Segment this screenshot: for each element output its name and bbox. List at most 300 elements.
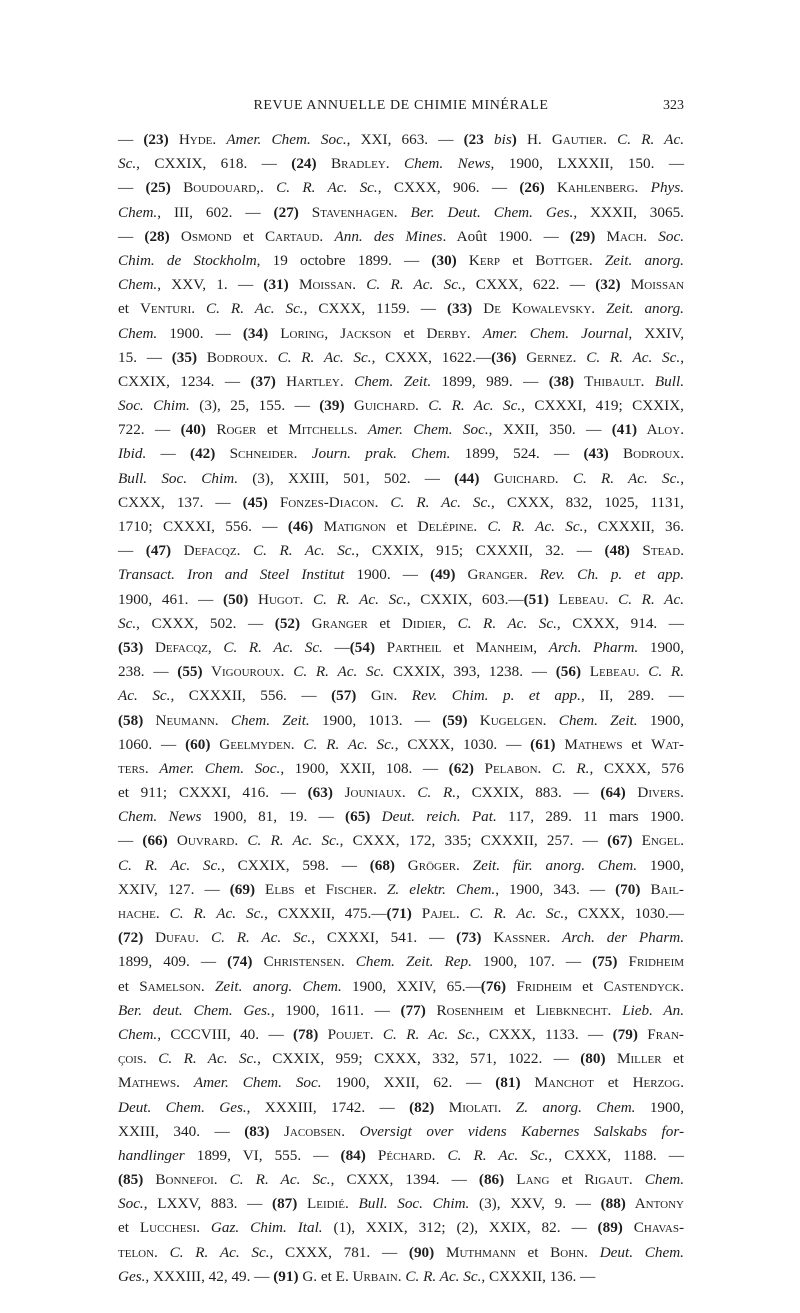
text-run: Poujet. xyxy=(318,1025,383,1043)
text-run: Leidié. xyxy=(297,1195,359,1213)
text-run: , XXXII, 3065. xyxy=(573,203,684,221)
reference-number: (67) xyxy=(607,832,633,850)
text-run: C. R. Ac. Sc. xyxy=(447,1146,549,1164)
text-run: C. R. Ac. Sc. xyxy=(252,542,356,560)
text-run: çois. xyxy=(118,1050,159,1068)
text-line xyxy=(118,1047,684,1071)
text-run: Granger xyxy=(300,614,368,632)
text-run: Miolati. xyxy=(434,1098,516,1116)
text-run: — xyxy=(118,832,143,850)
text-run: C. R. Ac. Sc. xyxy=(158,1050,258,1068)
text-run: Mach. xyxy=(595,227,659,245)
text-run: Chim. de Stockholm xyxy=(118,251,257,269)
text-run: Ouvrard. xyxy=(167,832,248,850)
reference-number: (77) xyxy=(400,1001,426,1019)
text-run: C. R. Ac. Sc. xyxy=(303,735,395,753)
text-line xyxy=(118,563,684,587)
reference-number: (68) xyxy=(369,856,395,874)
text-run: Jacobsen. xyxy=(269,1122,360,1140)
text-run: Bottger. xyxy=(535,251,605,269)
text-line xyxy=(118,249,684,273)
text-run: Gröger. xyxy=(395,856,473,874)
text-run: Bodroux. xyxy=(197,348,278,366)
reference-number: (34) xyxy=(242,324,269,342)
text-run: (3), XXV, 9. — xyxy=(469,1195,601,1213)
text-line xyxy=(118,515,684,539)
reference-number: (28) xyxy=(144,227,170,245)
reference-number: (81) xyxy=(495,1074,521,1092)
text-run: , 1900, LXXXII, 150. — xyxy=(490,155,685,173)
text-run: Bohn. xyxy=(550,1243,600,1261)
reference-number: (52) xyxy=(274,614,301,632)
text-run: , CXXX, 914. — xyxy=(556,614,684,632)
text-line xyxy=(118,733,684,757)
text-run: Urbain. xyxy=(352,1267,406,1285)
text-line xyxy=(118,975,684,999)
text-run: Bull. xyxy=(654,372,684,390)
text-run: Transact. Iron and Steel Institut xyxy=(118,566,345,584)
text-run: Ac. Sc. xyxy=(118,687,171,705)
text-run: C. R. Ac. Sc. xyxy=(366,276,462,294)
reference-number: (90) xyxy=(408,1243,435,1261)
text-run: Stavenhagen. xyxy=(298,203,411,221)
text-run: 1900, 107. — xyxy=(471,953,593,971)
text-run: De Kowalevsky. xyxy=(472,300,607,318)
text-line xyxy=(118,999,684,1023)
text-run: Sc. xyxy=(118,155,137,173)
text-run: Soc. Chim. xyxy=(118,397,190,415)
text-run: , CXXX, 1159. — xyxy=(303,300,447,318)
text-run: , XXXIII, 1742. — xyxy=(246,1098,410,1116)
reference-number: (47) xyxy=(145,542,172,560)
reference-number: (48) xyxy=(604,542,630,560)
text-run: ters. xyxy=(118,759,160,777)
text-run: , CXXXII, 475.— xyxy=(264,905,387,922)
reference-number: (27) xyxy=(273,203,299,221)
text-run: , XXII, 350. — xyxy=(488,421,612,439)
text-run: Lebeau. xyxy=(548,590,619,608)
text-run: 1900, 461. — xyxy=(118,590,224,608)
text-run: Journ. prak. Chem. xyxy=(311,445,451,463)
running-title: REVUE ANNUELLE DE CHIMIE MINÉRALE xyxy=(253,98,549,113)
text-line xyxy=(118,322,684,346)
text-run: et xyxy=(500,251,536,269)
text-run: 238. — xyxy=(118,663,178,681)
text-run: , CXXIX, 959; CXXX, 332, 571, 1022. — xyxy=(257,1050,581,1068)
text-line xyxy=(118,926,684,950)
text-run: , CXXXI, 541. — xyxy=(311,929,457,947)
text-run: Elbs xyxy=(255,880,295,898)
text-run: C. R. Ac. Sc. xyxy=(277,348,372,366)
text-run: C. R. Ac. Sc. xyxy=(572,469,681,487)
text-run: Rigaut. xyxy=(584,1171,645,1189)
reference-number: (53) xyxy=(118,638,144,656)
text-run: Zeit. anorg. xyxy=(604,251,684,269)
reference-number: (30) xyxy=(431,251,457,269)
text-run: C. R. Ac. Sc. xyxy=(229,1171,331,1189)
text-run: Gin. xyxy=(356,687,412,705)
text-run: Chem. Zeit. xyxy=(354,372,432,390)
text-run: Zeit. für. anorg. Chem. xyxy=(472,856,638,874)
text-run: Oversigt over videns Kabernes Salskabs for- xyxy=(359,1122,685,1140)
text-run: Rev. Chim. p. et app. xyxy=(411,687,581,705)
text-line xyxy=(118,467,684,491)
text-line xyxy=(118,176,684,200)
text-run: Ges. xyxy=(118,1267,146,1285)
text-run: Lebeau. xyxy=(581,663,649,681)
text-line xyxy=(118,1144,684,1168)
reference-number: (29) xyxy=(570,227,596,245)
text-run: , xyxy=(680,469,684,487)
text-run: et xyxy=(256,421,289,439)
text-run: , III, 602. — xyxy=(157,203,274,221)
text-line xyxy=(118,660,684,684)
text-run: Kugelgen. xyxy=(467,711,559,729)
text-run: 1900, 1013. — xyxy=(309,711,443,729)
text-line xyxy=(118,152,684,176)
text-run: 1899, VI, 555. — xyxy=(184,1146,341,1164)
text-run: 1900. — xyxy=(157,324,243,342)
text-run: Herzog. xyxy=(632,1074,684,1092)
text-line xyxy=(118,636,684,660)
reference-number: (41) xyxy=(611,421,638,439)
reference-number: (49) xyxy=(430,566,456,584)
text-run: Soc. xyxy=(658,227,685,245)
reference-number: (31) xyxy=(263,276,289,294)
text-run: Fridheim xyxy=(617,953,685,971)
reference-number: (88) xyxy=(600,1195,626,1213)
text-run: Engel. xyxy=(632,832,685,850)
reference-number: (43) xyxy=(583,445,609,463)
text-run: et xyxy=(661,1050,684,1068)
text-run: hache. xyxy=(118,905,170,922)
text-run: Deut. Chem. xyxy=(599,1243,684,1261)
reference-number: (39) xyxy=(319,397,345,415)
reference-number: (32) xyxy=(595,276,621,294)
reference-number: (71) xyxy=(386,905,412,922)
text-run: Zeit. anorg. Chem. xyxy=(214,977,342,995)
text-run: Mathews xyxy=(555,735,623,753)
reference-number: (57) xyxy=(331,687,357,705)
text-run: Chem. xyxy=(118,276,158,294)
text-run: et xyxy=(391,324,427,342)
text-run: , CXXX, 1622.— xyxy=(371,348,492,366)
text-run: et xyxy=(118,1219,140,1237)
reference-number: (33) xyxy=(446,300,473,318)
text-run: Defacqz. xyxy=(171,542,253,560)
reference-number: (83) xyxy=(244,1122,270,1140)
reference-number: (54) xyxy=(349,638,376,656)
text-run: , CXXIX, 915; CXXXII, 32. — xyxy=(355,542,605,560)
text-run: et xyxy=(367,614,402,632)
reference-number: (51) xyxy=(523,590,549,608)
text-line xyxy=(118,950,684,974)
text-run: Bull. Soc. Chim. xyxy=(358,1195,470,1213)
reference-number: (44) xyxy=(454,469,480,487)
text-run: Moissan xyxy=(620,276,685,294)
text-run: Manchot xyxy=(520,1074,594,1092)
reference-number: (23) xyxy=(143,131,169,148)
text-run: , 1900, XXII, 108. — xyxy=(280,759,449,777)
text-run: bis xyxy=(483,131,512,148)
reference-number: (84) xyxy=(340,1146,366,1164)
text-run: Osmond xyxy=(169,227,232,245)
text-run: C. R. Ac. Sc. xyxy=(118,856,222,874)
text-run: 1900, xyxy=(637,856,684,874)
text-run: Kerp xyxy=(456,251,501,269)
bibliography-text xyxy=(118,128,684,1289)
text-run: Chem. News xyxy=(118,808,202,826)
text-run: , CXXX, 906. — xyxy=(377,179,520,197)
text-line xyxy=(118,878,684,902)
text-run: Geelmyden. xyxy=(210,735,304,753)
text-run: Ber. Deut. Chem. Ges. xyxy=(410,203,574,221)
text-run: , XXI, 663. — xyxy=(346,131,464,148)
text-run: CXXX, 137. — xyxy=(118,493,243,511)
reference-number: (72) xyxy=(118,929,144,947)
text-run: , CXXIX, 603.— xyxy=(406,590,524,608)
text-run: , CXXX, 1133. — xyxy=(475,1025,613,1043)
text-run: — xyxy=(322,638,350,656)
text-line xyxy=(118,588,684,612)
text-run: , CXXIX, 618. — xyxy=(136,155,292,173)
text-run: — xyxy=(118,227,145,245)
reference-number: (59) xyxy=(442,711,468,729)
text-run: 1710; CXXXI, 556. — xyxy=(118,518,288,535)
text-run: 1900, 81, 19. — xyxy=(201,808,346,826)
text-line xyxy=(118,442,684,466)
text-run: , XXXIII, 42, 49. — xyxy=(145,1267,274,1285)
text-run: H. Gautier. xyxy=(516,131,618,148)
reference-number: (38) xyxy=(548,372,575,390)
reference-number: (46) xyxy=(287,518,314,535)
text-run: 1900, xyxy=(638,638,685,656)
text-run: C. R. Ac. Sc. xyxy=(457,614,557,632)
text-run: Fischer. xyxy=(325,880,387,898)
text-run: XXIII, 340. — xyxy=(118,1122,245,1140)
reference-number: (80) xyxy=(580,1050,606,1068)
text-run: 1900, XXII, 62. — xyxy=(321,1074,496,1092)
text-run: C. R. Ac. Sc. xyxy=(169,905,265,922)
text-line xyxy=(118,225,684,249)
text-run: Amer. Chem. Soc. xyxy=(193,1074,322,1092)
text-run: Bradley. xyxy=(316,155,404,173)
text-run: Chem. Zeit. xyxy=(558,711,638,729)
reference-number: (62) xyxy=(448,759,474,777)
text-line xyxy=(118,273,684,297)
text-run: Chavas- xyxy=(622,1219,685,1237)
text-run: et xyxy=(593,1074,633,1092)
text-run: . Août 1900. — xyxy=(442,227,571,245)
text-run: C. R. Ac. Sc. xyxy=(469,905,565,922)
text-run: Cartaud. xyxy=(265,227,335,245)
text-run: C. R. Ac. Sc. xyxy=(382,1025,476,1043)
text-run: , CCCVIII, 40. — xyxy=(157,1025,293,1043)
reference-number: (70) xyxy=(615,880,641,898)
text-run: C. R. Ac. Sc. xyxy=(428,397,522,415)
text-line xyxy=(118,757,684,781)
text-run: C. R. Ac. Sc. xyxy=(487,518,584,535)
text-run: CXXIX, 393, 1238. — xyxy=(384,663,556,681)
reference-number: ) xyxy=(511,131,517,148)
text-line xyxy=(118,1216,684,1240)
reference-number: (89) xyxy=(597,1219,623,1237)
reference-number: (75) xyxy=(592,953,618,971)
text-run: , II, 289. — xyxy=(580,687,684,705)
text-line xyxy=(118,1241,684,1265)
reference-number: (36) xyxy=(491,348,517,366)
text-run: 722. — xyxy=(118,421,181,439)
text-run: Kahlenberg. xyxy=(544,179,651,197)
reference-number: (42) xyxy=(190,445,216,463)
text-run: Fridheim xyxy=(506,977,572,995)
reference-number: (66) xyxy=(142,832,168,850)
text-run: C. R. Ac. Sc. xyxy=(390,493,492,511)
text-run: Rosenheim xyxy=(425,1001,504,1019)
text-run: et xyxy=(571,977,604,995)
reference-number: (37) xyxy=(250,372,276,390)
text-run: Amer. Chem. Soc. xyxy=(159,759,281,777)
text-line xyxy=(118,684,684,708)
text-run: et xyxy=(294,880,326,898)
text-run: Ann. des Mines xyxy=(334,227,443,245)
text-run: Deut. reich. Pat. xyxy=(370,808,497,826)
text-run: C. R. Ac. xyxy=(618,590,684,608)
text-run: Bail- xyxy=(640,880,684,898)
text-line xyxy=(118,1096,684,1120)
text-run: CXXIX, 1234. — xyxy=(118,372,251,390)
text-run: Hartley. xyxy=(275,372,355,390)
text-run: C. R. Ac. Sc. xyxy=(169,1243,270,1261)
reference-number: (76) xyxy=(480,977,507,995)
text-run: Bull. Soc. Chim. xyxy=(118,469,239,487)
text-run: Lang xyxy=(504,1171,550,1189)
text-line xyxy=(118,1120,684,1144)
text-run: Christensen. xyxy=(252,953,356,971)
text-run: Liebknecht. xyxy=(535,1001,623,1019)
text-run: Fran- xyxy=(637,1025,684,1043)
reference-number: (65) xyxy=(345,808,371,826)
text-run: Thibault. xyxy=(574,372,655,390)
text-run: , CXXX, 781. — xyxy=(269,1243,409,1261)
text-run: Stead. xyxy=(629,542,684,560)
text-line xyxy=(118,1192,684,1216)
text-run: Deut. Chem. Ges. xyxy=(118,1098,247,1116)
reference-number: (24) xyxy=(291,155,317,173)
text-line xyxy=(118,418,684,442)
text-run: C. R. xyxy=(417,784,457,802)
text-line xyxy=(118,1023,684,1047)
text-line xyxy=(118,297,684,321)
text-run: G. et E. xyxy=(298,1267,353,1285)
text-run: Ber. deut. Chem. Ges. xyxy=(118,1001,271,1019)
text-run: Partheil xyxy=(375,638,442,656)
text-run: , CXXX, 1394. — xyxy=(330,1171,479,1189)
text-run: (1), XXIX, 312; (2), XXIX, 82. — xyxy=(322,1219,598,1237)
text-run: Miller xyxy=(605,1050,662,1068)
reference-number: (61) xyxy=(530,735,556,753)
reference-number: (45) xyxy=(242,493,268,511)
text-line xyxy=(118,612,684,636)
text-run: , xyxy=(533,638,549,656)
text-run: , xyxy=(207,638,224,656)
reference-number: (86) xyxy=(478,1171,505,1189)
text-run: , CXXX, 832, 1025, 1131, xyxy=(491,493,684,511)
text-run: 1900, XXIV, 65.— xyxy=(341,977,481,995)
text-line xyxy=(118,829,684,853)
text-run: Bonnefoi. xyxy=(143,1171,230,1189)
text-run: Guichard. xyxy=(479,469,573,487)
text-run: (3), XXIII, 501, 502. — xyxy=(238,469,455,487)
text-run: Pajel. xyxy=(411,905,470,922)
text-line xyxy=(118,394,684,418)
text-run: et xyxy=(503,1001,536,1019)
text-run: , CXXX, 622. — xyxy=(461,276,596,294)
text-run: , CXXXI, 419; CXXIX, xyxy=(521,397,684,415)
text-run: Aloy. xyxy=(637,421,684,439)
text-run: Chem. xyxy=(644,1171,684,1189)
text-line xyxy=(118,1168,684,1192)
text-run: C. R. Ac. Sc. xyxy=(276,179,378,197)
reference-number: (64) xyxy=(600,784,626,802)
text-line xyxy=(118,805,684,829)
text-line xyxy=(118,781,684,805)
text-run: Pelabon. xyxy=(473,759,552,777)
reference-number: (25) xyxy=(145,179,171,197)
text-run: Dufau. xyxy=(143,929,211,947)
text-line xyxy=(118,346,684,370)
reference-number: (56) xyxy=(555,663,582,681)
text-run: , xyxy=(442,614,458,632)
text-run: Arch. der Pharm. xyxy=(562,929,685,947)
text-run: Lieb. An. xyxy=(622,1001,685,1019)
text-run: 1899, 524. — xyxy=(450,445,584,463)
text-line xyxy=(118,491,684,515)
text-line xyxy=(118,854,684,878)
text-run: Defacqz xyxy=(143,638,208,656)
text-run: Mathews. xyxy=(118,1074,194,1092)
text-run: Lucchesi. xyxy=(139,1219,211,1237)
text-run: et xyxy=(118,300,140,318)
text-run: Chem. Zeit. xyxy=(230,711,310,729)
text-run: , XXV, 1. — xyxy=(157,276,264,294)
text-run: Guichard. xyxy=(344,397,429,415)
text-run: C. R. Ac. Sc. xyxy=(405,1267,482,1285)
reference-number: (26) xyxy=(519,179,545,197)
text-run: C. R. Ac. xyxy=(617,131,684,148)
text-line xyxy=(118,370,684,394)
text-run: Antony xyxy=(625,1195,684,1213)
reference-number: (74) xyxy=(227,953,253,971)
text-run: Gernez. xyxy=(516,348,587,366)
text-run: 1899, 409. — xyxy=(118,953,228,971)
text-line xyxy=(118,902,684,926)
text-run: , CXXX, 172, 335; CXXXII, 257. — xyxy=(339,832,608,850)
text-run: Arch. Pharm. xyxy=(548,638,639,656)
text-line xyxy=(118,1071,684,1095)
text-run: Bodroux. xyxy=(608,445,685,463)
text-run: Wat- xyxy=(651,735,684,753)
reference-number: (79) xyxy=(612,1025,638,1043)
reference-number: (23 xyxy=(463,131,484,148)
text-run: Boudouard,. xyxy=(170,179,277,197)
text-run: , 19 octobre 1899. — xyxy=(256,251,432,269)
text-run: , CXXX, 1030.— xyxy=(564,905,684,922)
text-run: 117, 289. 11 mars 1900. xyxy=(496,808,685,826)
text-run: C. R. Ac. Sc. xyxy=(247,832,340,850)
text-run: Rev. Ch. p. et app. xyxy=(539,566,684,584)
text-run: C. R. Ac. Sc. xyxy=(223,638,323,656)
